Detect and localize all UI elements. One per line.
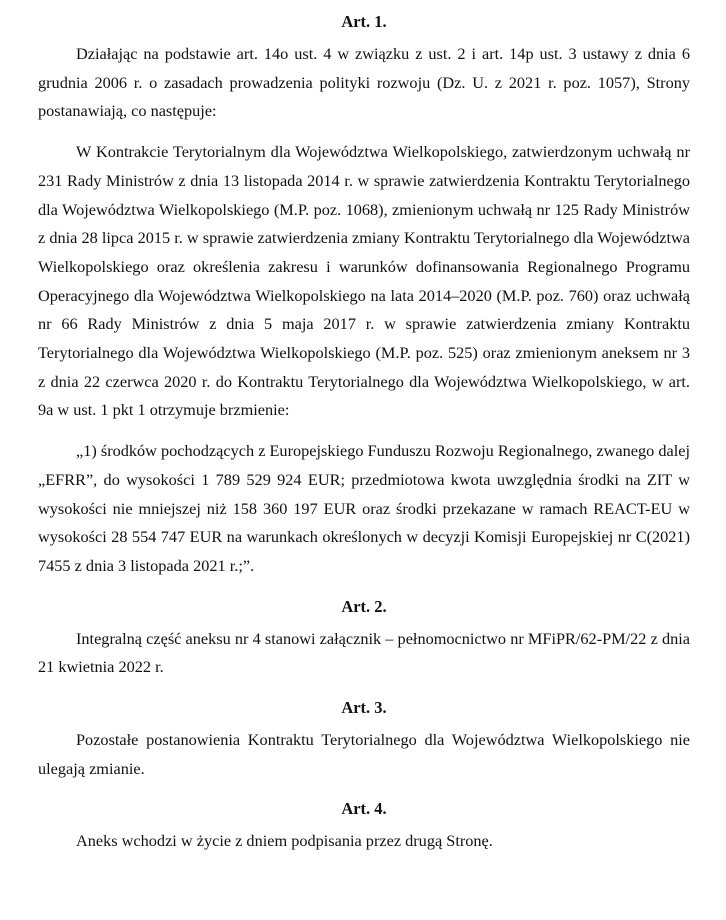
article-heading: Art. 4. — [341, 799, 387, 819]
article-heading: Art. 1. — [341, 12, 387, 31]
article-2 — [38, 595, 690, 682]
article-1-paragraph-2: W Kontrakcie Terytorialnym dla Województwa Wielkopolskiego, zatwierdzonym uchwałą nr 231 Rady Ministrów z dnia 13 listopada 2014 r. w sprawie zatwierdzenia Kontraktu Terytorialnego dla Województwa Wielkopolskiego (M.P. poz. 1068), zmienionym uchwałą nr 125 Rady Ministrów z dnia 28 lipca 2015 r. w sprawie zatwierdzenia zmiany Kontraktu Terytorialnego dla Województwa Wielkopolskiego oraz określenia zakresu i warunków dofinansowania Regionalnego Programu Operacyjnego dla Województwa Wielkopolskiego na lata 2014–2020 (M.P. poz. 760) oraz uchwałą nr 66 Rady Ministrów z dnia 5 maja 2017 r. w sprawie zatwierdzenia zmiany Kontraktu Terytorialnego dla Województwa Wielkopolskiego (M.P. poz. 525) oraz zmienionym aneksem nr 3 z dnia 22 czerwca 2020 r. do Kontraktu Terytorialnego dla Województwa Wielkopolskiego, w art. 9a w ust. 1 pkt 1 otrzymuje brzmienie: — [38, 142, 690, 420]
article-heading: Art. 2. — [341, 596, 387, 616]
article-1 — [38, 10, 690, 581]
article-4 — [38, 797, 690, 856]
article-4-paragraph-1: Aneks wchodzi w życie z dniem podpisania przez drugą Stronę. — [76, 831, 493, 851]
document-page — [38, 10, 690, 856]
article-heading: Art. 3. — [341, 698, 387, 718]
article-3 — [38, 696, 690, 783]
article-1-paragraph-3: „1) środków pochodzących z Europejskiego Funduszu Rozwoju Regionalnego, zwanego dalej „EFRR”, do wysokości 1 789 529 924 EUR; przedmiotowa kwota uwzględnia środki na ZIT w wysokości nie mniejszej niż 158 360 197 EUR oraz środki przekazane w ramach REACT-EU w wysokości 28 554 747 EUR na warunkach określonych w decyzji Komisji Europejskiej nr C(2021) 7455 z dnia 3 listopada 2021 r.;”. — [38, 441, 690, 575]
article-2-paragraph-1: Integralną część aneksu nr 4 stanowi załącznik – pełnomocnictwo nr MFiPR/62-PM/22 z dnia 21 kwietnia 2022 r. — [38, 628, 690, 677]
article-1-paragraph-1: Działając na podstawie art. 14o ust. 4 w związku z ust. 2 i art. 14p ust. 3 ustawy z dnia 6 grudnia 2006 r. o zasadach prowadzenia polityki rozwoju (Dz. U. z 2021 r. poz. 1057), Strony postanawiają, co następuje: — [38, 44, 690, 121]
article-3-paragraph-1: Pozostałe postanowienia Kontraktu Terytorialnego dla Województwa Wielkopolskiego nie ulegają zmianie. — [38, 730, 690, 778]
